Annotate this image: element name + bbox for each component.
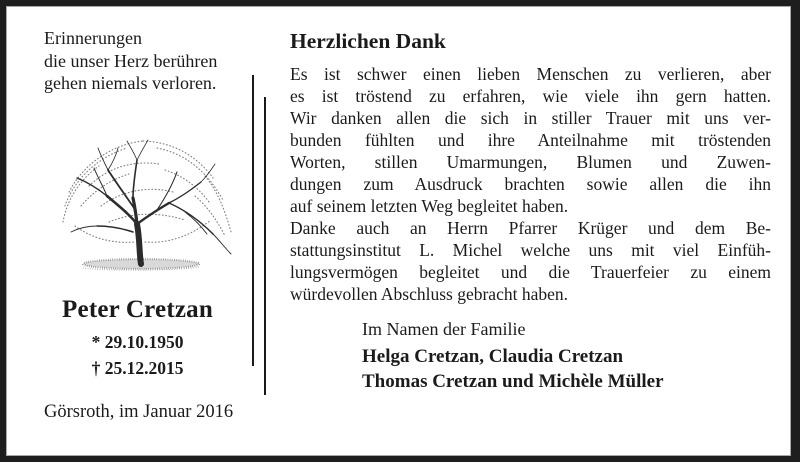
body-line: stattungsinstitut L. Michel welche uns mit viel Einfüh- — [290, 240, 771, 260]
deceased-name: Peter Cretzan — [62, 296, 213, 323]
family-line: Helga Cretzan, Claudia Cretzan — [362, 346, 624, 367]
body-line: auf seinem letzten Weg begleitet haben. — [290, 196, 569, 216]
body-line: Danke auch an Herrn Pfarrer Krüger und dem Be- — [290, 218, 771, 238]
body-line: Wir danken allen die sich in stiller Trauer mit uns ver- — [290, 108, 771, 128]
body-line: würdevollen Abschluss gebracht haben. — [290, 284, 568, 304]
verse-line: gehen niemals verloren. — [44, 73, 217, 93]
body-line: bunden fühlten und ihre Anteilnahme mit tröstenden — [290, 130, 771, 150]
closing-line: Im Namen der Familie — [362, 319, 526, 339]
family-names — [362, 344, 664, 394]
body-line: Worten, stillen Umarmungen, Blumen und Zuwen- — [290, 152, 771, 172]
body-line: lungsvermögen begleitet und die Trauerfeier zu einem — [290, 262, 771, 282]
family-line: Thomas Cretzan und Michèle Müller — [362, 371, 664, 392]
thanks-title: Herzlichen Dank — [290, 29, 446, 53]
deceased-block — [30, 296, 245, 381]
bare-tree-icon — [45, 122, 240, 277]
thanks-body — [290, 63, 771, 305]
body-line: dungen zum Ausdruck brachten sowie allen die ihn — [290, 174, 771, 194]
birth-date: * 29.10.1950 — [91, 332, 184, 352]
tree-illustration — [45, 122, 240, 277]
verse-line: die unser Herz berühren — [44, 50, 218, 71]
divider-rule-left — [252, 75, 254, 366]
death-date: † 25.12.2015 — [91, 357, 184, 378]
divider-rule-right — [264, 97, 266, 395]
body-line: Es ist schwer einen lieben Menschen zu verlieren, aber — [290, 64, 771, 84]
body-line: es ist tröstend zu erfahren, wie viele ihn gern hatten. — [290, 86, 771, 106]
place-and-date: Görsroth, im Januar 2016 — [44, 402, 234, 422]
memorial-verse — [44, 27, 217, 95]
verse-line: Erinnerungen — [44, 28, 142, 48]
